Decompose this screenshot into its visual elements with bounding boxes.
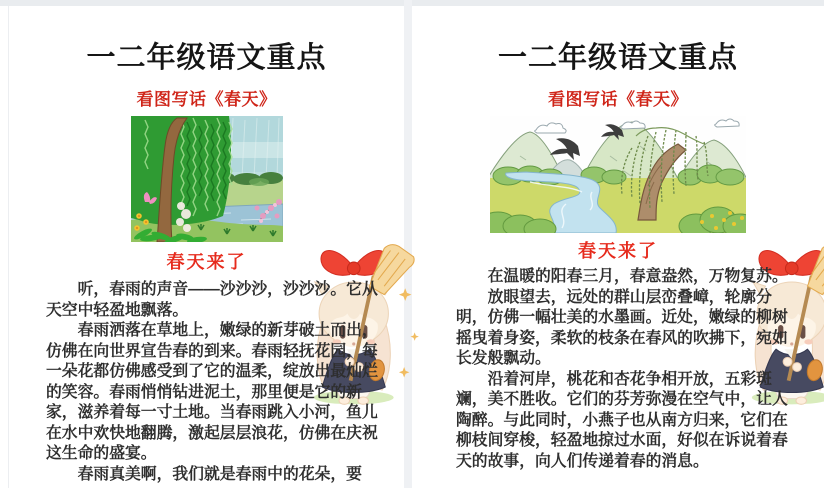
essay-text <box>456 267 790 472</box>
essay-paragraph: 春雨洒落在草地上，嫩绿的新芽破土而出，仿佛在向世界宣告春的到来。春雨轻抚花园，每一朵花都仿佛感受到了它的温柔，绽放出最灿烂的笑容。春雨悄悄钻进泥土，那里便是它的新家，滋养着每一寸土地。当春雨跳入小河，鱼儿在水中欢快地翻腾，激起层层浪花，仿佛在庆祝这生命的盛宴。 <box>46 322 378 462</box>
illustration-willow-pond-rain <box>131 116 283 242</box>
essay-paragraph: 沿着河岸，桃花和杏花争相开放，五彩斑斓，美不胜收。它们的芬芳弥漫在空气中，让人陶醉。与此同时，小燕子也从南方归来，它们在柳枝间穿梭，轻盈地掠过水面，好似在诉说着春天的故事，向人们传递着春的消息。 <box>456 370 788 470</box>
essay-paragraph: 听，春雨的声音——沙沙沙，沙沙沙。它从天空中轻盈地飘落。 <box>46 281 378 319</box>
essay-paragraph: 在温暖的阳春三月，春意盎然，万物复苏。 <box>487 268 788 285</box>
essay-heading: 春天来了 <box>578 241 658 261</box>
spring-landscape-image <box>490 116 746 233</box>
essay-paragraph: 放眼望去，远处的群山层峦叠嶂，轮廓分明，仿佛一幅壮美的水墨画。近处，嫩绿的柳树摇曳着身姿，柔软的枝条在春风的吹拂下，宛如长发般飘动。 <box>456 288 788 367</box>
illustration-spring-landscape <box>490 116 746 233</box>
page-subtitle: 看图写话《春天》 <box>548 90 688 109</box>
essay-text <box>46 280 382 485</box>
essay-heading: 春天来了 <box>166 252 247 272</box>
page-title: 一二年级语文重点 <box>497 42 738 74</box>
page-subtitle: 看图写话《春天》 <box>136 90 277 109</box>
page-title: 一二年级语文重点 <box>86 42 327 74</box>
essay-paragraph: 春雨真美啊，我们就是春雨中的花朵，要 <box>77 465 362 483</box>
willow-pond-rain-image <box>131 116 283 242</box>
